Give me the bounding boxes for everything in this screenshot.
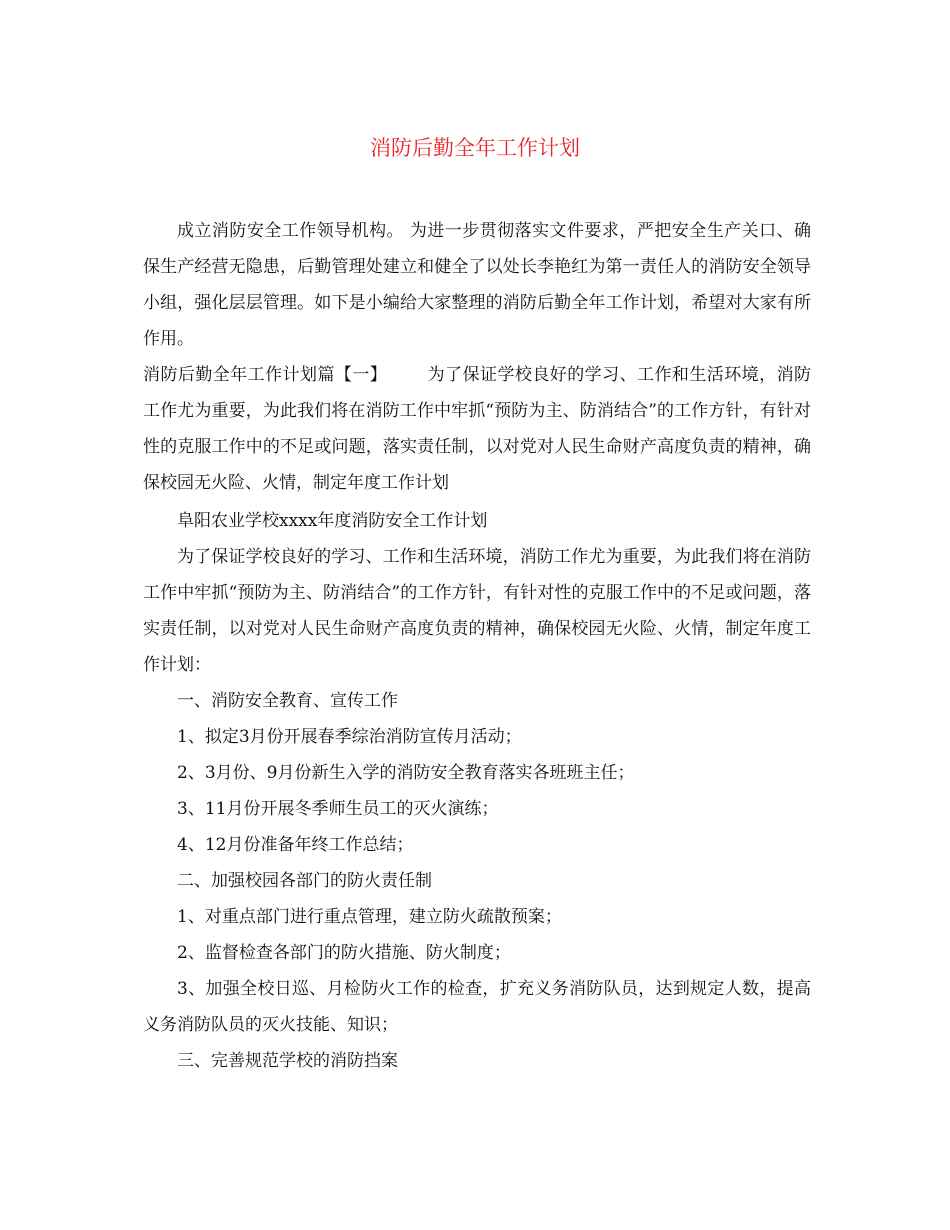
intro-paragraph: 成立消防安全工作领导机构。 为进一步贯彻落实文件要求，严把安全生产关口、确保生产经营无隐患，后勤管理处建立和健全了以处长李艳红为第一责任人的消防安全领导小组，强化层层管理。如下是小编给大家整理的消防后勤全年工作计划，希望对大家有所作用。	[143, 221, 811, 349]
plan-title: 阜阳农业学校xxxx年度消防安全工作计划	[177, 511, 488, 531]
section-lead: 为了保证学校良好的学习、工作和生活环境，消防工作尤为重要，为此我们将在消防工作中牢抓“预防为主、防消结合”的工作方针，有针对性的克服工作中的不足或问题，落实责任制，以对党对人民生命财产高度负责的精神，确保校园无火险、火情，制定年度工作计划	[143, 365, 812, 493]
plan-intro: 为了保证学校良好的学习、工作和生活环境，消防工作尤为重要，为此我们将在消防工作中牢抓“预防为主、防消结合”的工作方针，有针对性的克服工作中的不足或问题，落实责任制，以对党对人民生命财产高度负责的精神，确保校园无火险、火情，制定年度工作计划：	[143, 547, 811, 675]
heading-education: 一、消防安全教育、宣传工作	[177, 691, 398, 711]
document-body	[143, 213, 811, 1079]
list-item: 1、对重点部门进行重点管理，建立防火疏散预案；	[177, 907, 562, 927]
list-item: 1、拟定3月份开展春季综治消防宣传月活动；	[177, 727, 522, 747]
list-item: 4、12月份准备年终工作总结；	[177, 835, 414, 855]
heading-responsibility: 二、加强校园各部门的防火责任制	[177, 871, 432, 891]
list-item: 2、3月份、9月份新生入学的消防安全教育落实各班班主任；	[177, 763, 635, 783]
list-item: 2、监督检查各部门的防火措施、防火制度；	[177, 943, 511, 963]
list-item: 3、加强全校日巡、月检防火工作的检查，扩充义务消防队员，达到规定人数，提高义务消防队员的灭火技能、知识；	[143, 979, 811, 1035]
list-item: 3、11月份开展冬季师生员工的灭火演练；	[177, 799, 499, 819]
document-title: 消防后勤全年工作计划	[370, 136, 580, 160]
section-paragraph	[143, 357, 811, 501]
heading-archives: 三、完善规范学校的消防挡案	[177, 1051, 398, 1071]
section-heading: 消防后勤全年工作计划篇【一】	[143, 365, 388, 385]
